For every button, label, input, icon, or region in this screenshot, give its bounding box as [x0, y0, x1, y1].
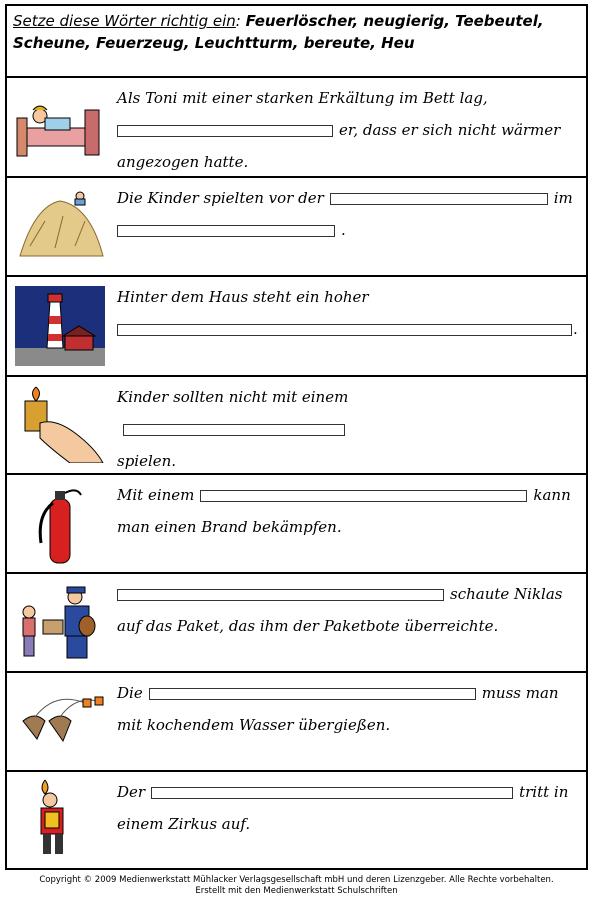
- exercise-text-1: Als Toni mit einer starken Erkältung im Bett lag, er, dass er sich nicht wärmer angezogen hatte.: [117, 89, 561, 171]
- exercise-row-7: [7, 673, 586, 772]
- exercise-row-6: [7, 574, 586, 673]
- instruction-colon: :: [235, 12, 241, 30]
- exercise-text-2: Die Kinder spielten vor der im .: [117, 189, 573, 239]
- exercise-text-8: Der tritt in einem Zirkus auf.: [117, 783, 569, 833]
- exercise-row-8: [7, 772, 586, 868]
- haystack-icon: [15, 186, 105, 266]
- credit-line: Erstellt mit den Medienwerkstatt Schulschriften: [195, 886, 398, 896]
- answer-blank-2b[interactable]: [117, 225, 335, 237]
- exercise-text-3: Hinter dem Haus steht ein hoher .: [117, 288, 578, 338]
- word-bank: Feuerlöscher, neugierig, Teebeutel, Scheune, Feuerzeug, Leuchtturm, bereute, Heu: [13, 12, 544, 52]
- exercise-row-5: [7, 475, 586, 574]
- exercise-text-4: Kinder sollten nicht mit einem spielen.: [117, 388, 349, 470]
- fire-eater-icon: [15, 778, 105, 858]
- exercise-row-2: [7, 178, 586, 277]
- answer-blank-2a[interactable]: [330, 193, 548, 205]
- instruction-text: Setze diese Wörter richtig ein: [13, 12, 236, 30]
- answer-blank-1[interactable]: [117, 125, 333, 137]
- exercise-row-4: [7, 377, 586, 475]
- answer-blank-8[interactable]: [151, 787, 513, 799]
- copyright-footer: [0, 875, 593, 897]
- exercise-row-3: [7, 277, 586, 377]
- answer-blank-7[interactable]: [149, 688, 476, 700]
- bed-icon: [15, 88, 105, 168]
- teabags-icon: [15, 681, 105, 761]
- exercise-text-6: schaute Niklas auf das Paket, das ihm der Paketbote überreichte.: [117, 585, 563, 635]
- parcel-delivery-icon: [15, 582, 105, 662]
- worksheet-frame: [5, 4, 588, 870]
- answer-blank-5[interactable]: [200, 490, 527, 502]
- copyright-line: Copyright © 2009 Medienwerkstatt Mühlacker Verlagsgesellschaft mbH und deren Lizenzgeber. Alle Rechte vorbehalten.: [39, 875, 554, 885]
- answer-blank-6[interactable]: [117, 589, 444, 601]
- answer-blank-4[interactable]: [123, 424, 345, 436]
- exercise-row-1: [7, 78, 586, 178]
- instructions-header: [7, 6, 586, 78]
- fire-extinguisher-icon: [15, 485, 105, 565]
- exercise-text-7: Die muss man mit kochendem Wasser übergießen.: [117, 684, 559, 734]
- answer-blank-3[interactable]: [117, 324, 572, 336]
- lighter-icon: [15, 383, 105, 463]
- lighthouse-icon: [15, 286, 105, 366]
- exercise-text-5: Mit einem kann man einen Brand bekämpfen.: [117, 486, 571, 536]
